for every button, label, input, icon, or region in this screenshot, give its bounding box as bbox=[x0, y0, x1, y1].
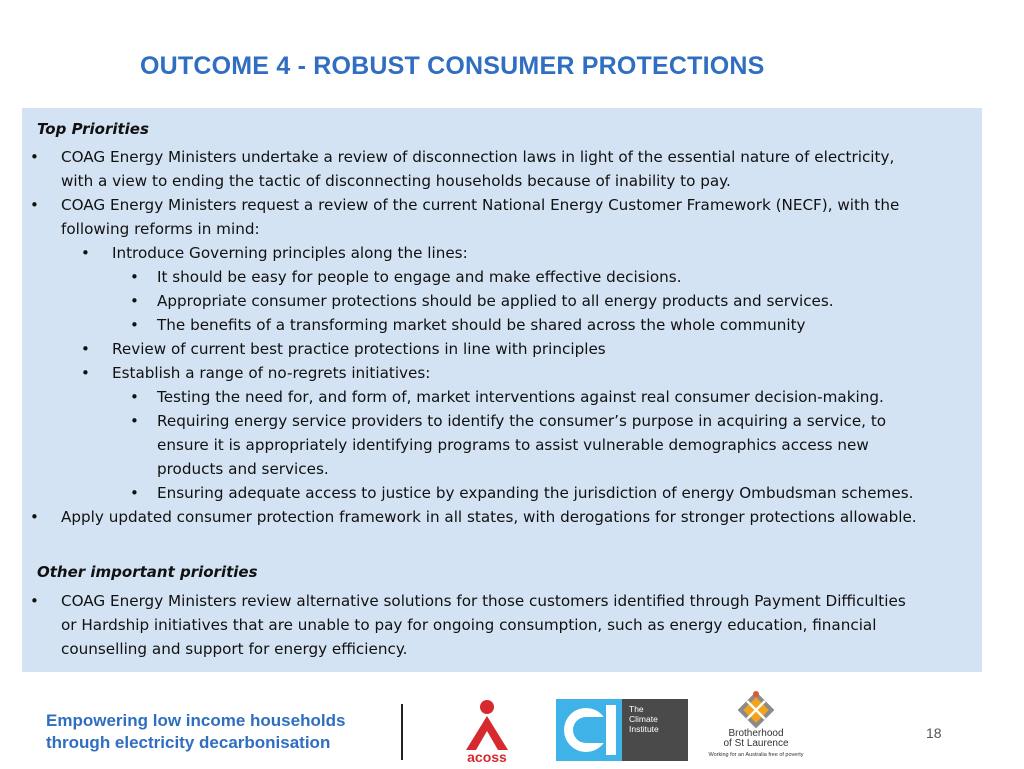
priority-line: Testing the need for, and form of, market interventions against real consumer decision-making. bbox=[157, 388, 884, 406]
page-number: 18 bbox=[926, 725, 942, 741]
priority-line: products and services. bbox=[157, 460, 329, 478]
priority-line: with a view to ending the tactic of disconnecting households because of inability to pay. bbox=[61, 172, 731, 190]
top-priorities-heading: Top Priorities bbox=[37, 120, 149, 138]
priority-line: It should be easy for people to engage and make effective decisions. bbox=[157, 268, 682, 286]
page-title: OUTCOME 4 - ROBUST CONSUMER PROTECTIONS bbox=[140, 52, 765, 80]
climate-institute-text-1: The bbox=[629, 704, 644, 714]
acoss-logo-icon bbox=[452, 696, 522, 764]
bullet: • bbox=[130, 292, 139, 310]
bullet: • bbox=[130, 388, 139, 406]
footer-tagline-line2: through electricity decarbonisation bbox=[46, 733, 331, 752]
priority-line: COAG Energy Ministers request a review of the current National Energy Customer Framework (NECF), with the bbox=[61, 196, 900, 214]
priority-line: Establish a range of no-regrets initiatives: bbox=[112, 364, 431, 382]
bullet: • bbox=[130, 484, 139, 502]
bullet: • bbox=[30, 148, 39, 166]
priority-line: Apply updated consumer protection framework in all states, with derogations for stronger protections allowable. bbox=[61, 508, 917, 526]
brotherhood-tagline: Working for an Australia free of poverty bbox=[708, 752, 804, 758]
acoss-logo bbox=[452, 696, 522, 764]
priority-line: Requiring energy service providers to identify the consumer’s purpose in acquiring a service, to bbox=[157, 412, 887, 430]
other-priorities-heading: Other important priorities bbox=[37, 563, 258, 581]
bullet: • bbox=[130, 412, 139, 430]
priority-line: Appropriate consumer protections should be applied to all energy products and services. bbox=[157, 292, 834, 310]
priority-line: The benefits of a transforming market should be shared across the whole community bbox=[157, 316, 806, 334]
footer-tagline bbox=[46, 710, 345, 754]
climate-institute-logo bbox=[556, 699, 688, 761]
brotherhood-logo-icon bbox=[708, 690, 818, 762]
climate-institute-text-3: Institute bbox=[629, 724, 659, 734]
other-priority-line: COAG Energy Ministers review alternative solutions for those customers identified through Payment Difficulties bbox=[61, 592, 906, 610]
climate-institute-text-2: Climate bbox=[629, 714, 658, 724]
bullet: • bbox=[81, 244, 90, 262]
brotherhood-name-1: Brotherhood bbox=[728, 728, 784, 739]
acoss-logo-text: acoss bbox=[467, 749, 507, 764]
bullet: • bbox=[81, 340, 90, 358]
climate-institute-logo-icon bbox=[556, 699, 688, 761]
other-priority-line: counselling and support for energy efficiency. bbox=[61, 640, 408, 658]
bullet: • bbox=[81, 364, 90, 382]
priority-line: following reforms in mind: bbox=[61, 220, 260, 238]
priority-line: Review of current best practice protections in line with principles bbox=[112, 340, 606, 358]
footer-divider bbox=[401, 704, 403, 760]
brotherhood-logo bbox=[708, 690, 818, 762]
bullet: • bbox=[30, 196, 39, 214]
bullet: • bbox=[130, 268, 139, 286]
priority-line: ensure it is appropriately identifying programs to assist vulnerable demographics access new bbox=[157, 436, 869, 454]
bullet: • bbox=[130, 316, 139, 334]
priority-line: COAG Energy Ministers undertake a review of disconnection laws in light of the essential nature of electricity, bbox=[61, 148, 895, 166]
priorities-panel bbox=[22, 108, 982, 672]
brotherhood-name-2: of St Laurence bbox=[723, 738, 789, 749]
footer-tagline-line1: Empowering low income households bbox=[46, 711, 346, 730]
priority-line: Ensuring adequate access to justice by expanding the jurisdiction of energy Ombudsman schemes. bbox=[157, 484, 914, 502]
bullet: • bbox=[30, 508, 39, 526]
priority-line: Introduce Governing principles along the lines: bbox=[112, 244, 468, 262]
other-priority-line: or Hardship initiatives that are unable to pay for ongoing consumption, such as energy education, financial bbox=[61, 616, 877, 634]
bullet: • bbox=[30, 592, 39, 610]
